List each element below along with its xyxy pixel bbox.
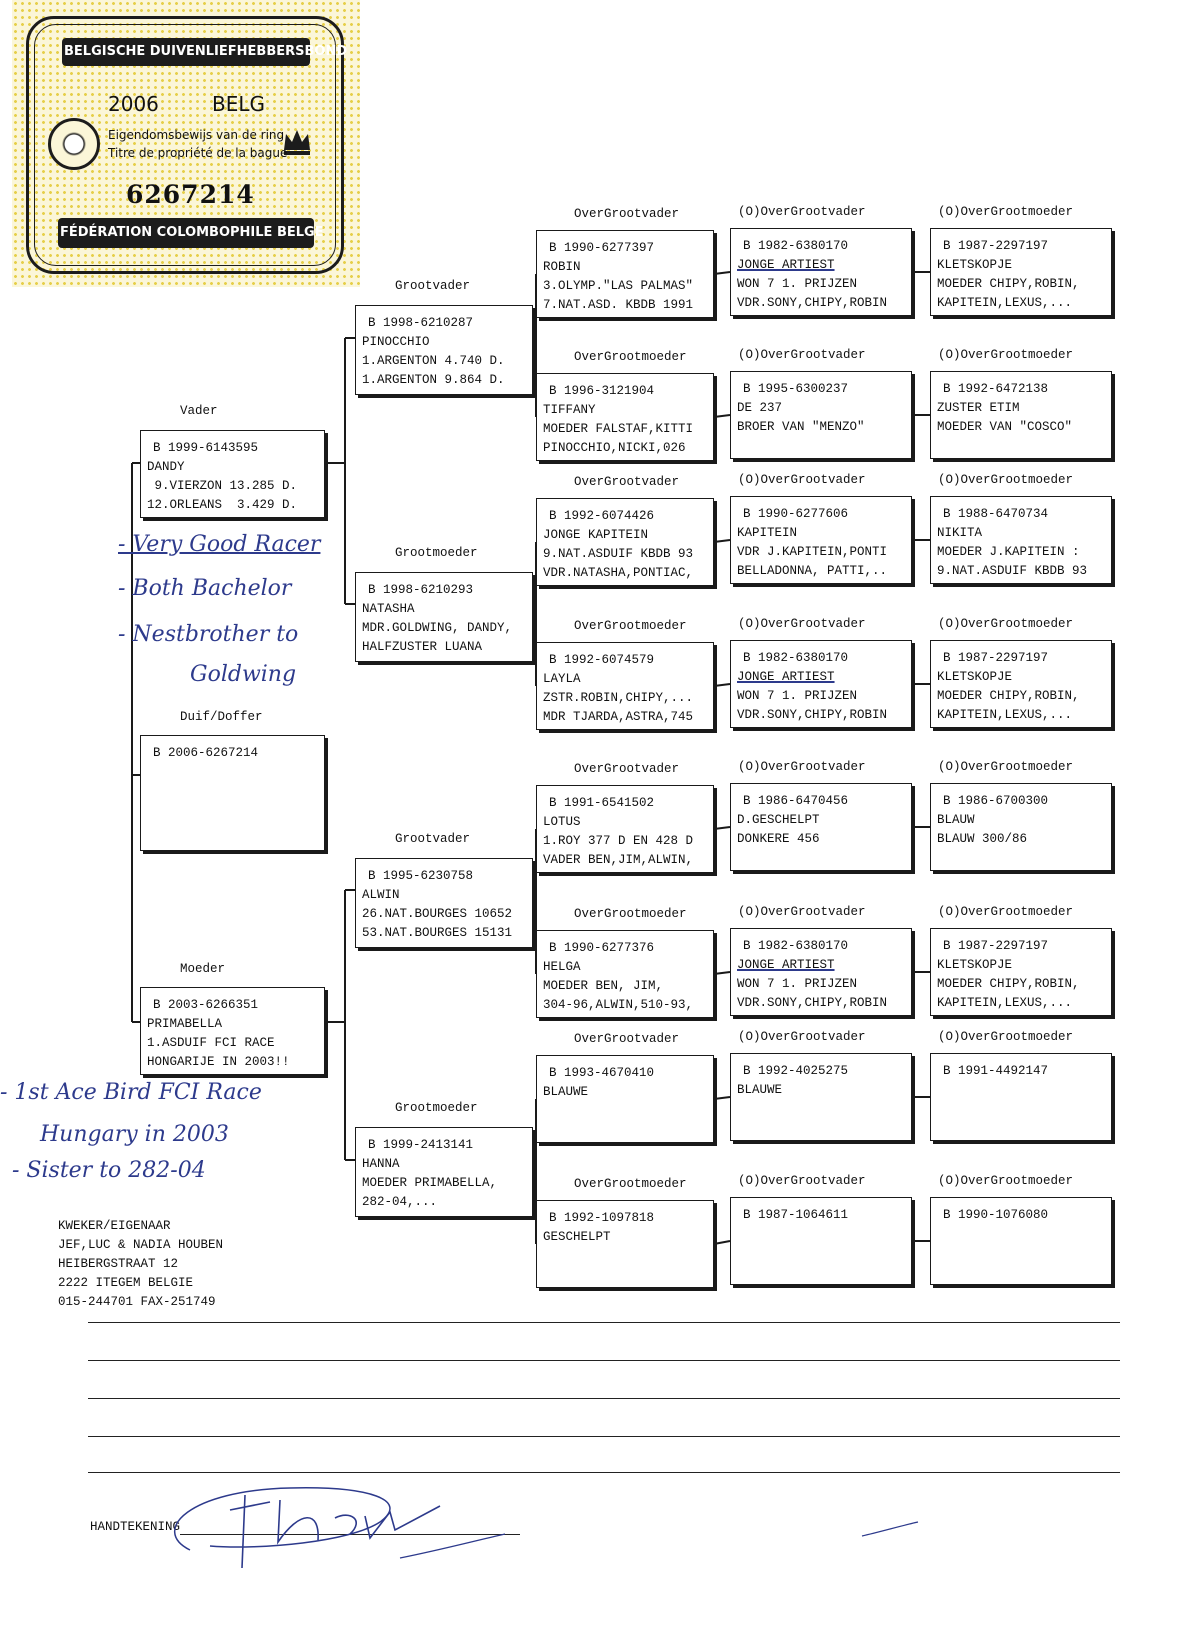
great-great-grandparent-box-header: (O)OverGrootvader: [738, 348, 866, 362]
handwritten-note-acebird: - 1st Ace Bird FCI Race: [0, 1080, 262, 1105]
ring-number: B 1992-6074426: [549, 509, 655, 523]
great-grandparent-box-header: OverGrootvader: [574, 762, 680, 776]
bird-name: BLAUW: [937, 813, 975, 827]
bird-info: VDR.NATASHA,PONTIAC,: [543, 566, 694, 580]
bird-info: MOEDER FALSTAF,KITTI: [543, 422, 694, 436]
great-grandparent-box-header: OverGrootmoeder: [574, 1177, 687, 1191]
dam-box: [140, 987, 325, 1075]
great-grandparent-box: [536, 498, 714, 586]
bird-info: 304-96,ALWIN,510-93,: [543, 998, 694, 1012]
ring-number: B 1990-6277606: [743, 507, 849, 521]
notes-line: [88, 1398, 1120, 1399]
bird-info: MOEDER CHIPY,ROBIN,: [937, 977, 1080, 991]
great-great-grandparent-box: [930, 228, 1112, 316]
handwritten-note-nestbrother: - Nestbrother to: [118, 622, 299, 647]
bird-info: PINOCCHIO,NICKI,026: [543, 441, 686, 455]
signature-label: HANDTEKENING: [90, 1520, 181, 1534]
ring-number: B 2006-6267214: [153, 746, 259, 760]
dam-box-header: Moeder: [180, 962, 226, 976]
bird-info: 1.ASDUIF FCI RACE: [147, 1036, 275, 1050]
grandparent-box-header: Grootmoeder: [395, 546, 478, 560]
bird-info: 9.VIERZON 13.285 D.: [147, 479, 298, 493]
great-grandparent-box-header: OverGrootmoeder: [574, 907, 687, 921]
bird-info: VDR.SONY,CHIPY,ROBIN: [737, 296, 888, 310]
ring-number: B 1996-3121904: [549, 384, 655, 398]
bird-name: JONGE ARTIEST: [737, 258, 835, 272]
handwritten-note-racer: - Very Good Racer: [118, 532, 321, 557]
great-grandparent-box: [536, 930, 714, 1018]
sire-box-header: Vader: [180, 404, 218, 418]
ring-number: B 1990-1076080: [943, 1208, 1049, 1222]
ring-number: B 1987-2297197: [943, 939, 1049, 953]
ring-number: B 1995-6300237: [743, 382, 849, 396]
notes-line: [88, 1360, 1120, 1361]
notes-line: [88, 1322, 1120, 1323]
breeder-city: 2222 ITEGEM BELGIE: [58, 1276, 194, 1290]
ring-number: B 1992-1097818: [549, 1211, 655, 1225]
great-grandparent-box: [536, 373, 714, 461]
ring-number: B 1992-4025275: [743, 1064, 849, 1078]
great-grandparent-box: [536, 785, 714, 873]
great-great-grandparent-box-header: (O)OverGrootvader: [738, 760, 866, 774]
great-great-grandparent-box: [730, 228, 912, 316]
signature-scribble: [150, 1450, 510, 1580]
great-great-grandparent-box-header: (O)OverGrootvader: [738, 1174, 866, 1188]
ring-number: B 1987-1064611: [743, 1208, 849, 1222]
bird-info: BELLADONNA, PATTI,..: [737, 564, 888, 578]
great-great-grandparent-box: [730, 371, 912, 459]
bird-info: BLAUW 300/86: [937, 832, 1028, 846]
bird-info: VDR.SONY,CHIPY,ROBIN: [737, 708, 888, 722]
bird-name: GESCHELPT: [543, 1230, 611, 1244]
great-great-grandparent-box: [730, 496, 912, 584]
great-great-grandparent-box: [730, 1053, 912, 1141]
card-line1: Eigendomsbewijs van de ring: [108, 128, 285, 142]
bird-info: WON 7 1. PRIJZEN: [737, 977, 858, 991]
bird-info: MOEDER PRIMABELLA,: [362, 1176, 498, 1190]
bird-info: 12.ORLEANS 3.429 D.: [147, 498, 298, 512]
ring-number: B 1987-2297197: [943, 651, 1049, 665]
pen-mark: [860, 1520, 920, 1540]
bird-info: VADER BEN,JIM,ALWIN,: [543, 853, 694, 867]
ring-number: B 2003-6266351: [153, 998, 259, 1012]
bird-name: BLAUWE: [737, 1083, 783, 1097]
great-great-grandparent-box-header: (O)OverGrootmoeder: [938, 473, 1074, 487]
bird-info: 1.ROY 377 D EN 428 D: [543, 834, 694, 848]
handwritten-note-hungary: Hungary in 2003: [40, 1122, 229, 1147]
breeder-block: [58, 1217, 223, 1312]
bird-name: JONGE KAPITEIN: [543, 528, 649, 542]
breeder-street: HEIBERGSTRAAT 12: [58, 1257, 179, 1271]
bird-info: 1.ARGENTON 9.864 D.: [362, 373, 505, 387]
bird-info: 9.NAT.ASDUIF KBDB 93: [937, 564, 1088, 578]
bird-name: ALWIN: [362, 888, 400, 902]
bird-info: 9.NAT.ASDUIF KBDB 93: [543, 547, 694, 561]
grandparent-box: [355, 305, 533, 395]
bird-name: BLAUWE: [543, 1085, 589, 1099]
great-grandparent-box-header: OverGrootmoeder: [574, 619, 687, 633]
bird-name: HELGA: [543, 960, 581, 974]
bird-info: 7.NAT.ASD. KBDB 1991: [543, 298, 694, 312]
bird-info: KAPITEIN,LEXUS,...: [937, 296, 1073, 310]
card-country: BELG: [212, 92, 265, 116]
notes-line: [88, 1436, 1120, 1437]
ring-number: B 1982-6380170: [743, 939, 849, 953]
bird-name: DE 237: [737, 401, 783, 415]
grandparent-box-header: Grootvader: [395, 832, 471, 846]
bird-info: 1.ARGENTON 4.740 D.: [362, 354, 505, 368]
great-great-grandparent-box-header: (O)OverGrootmoeder: [938, 617, 1074, 631]
bird-info: 53.NAT.BOURGES 15131: [362, 926, 513, 940]
bird-info: WON 7 1. PRIJZEN: [737, 277, 858, 291]
great-great-grandparent-box-header: (O)OverGrootmoeder: [938, 348, 1074, 362]
bird-info: VDR.SONY,CHIPY,ROBIN: [737, 996, 888, 1010]
bird-name: PRIMABELLA: [147, 1017, 223, 1031]
bird-name: D.GESCHELPT: [737, 813, 820, 827]
great-great-grandparent-box: [730, 1197, 912, 1285]
ring-number: B 1998-6210293: [368, 583, 474, 597]
ring-number: B 1995-6230758: [368, 869, 474, 883]
grandparent-box-header: Grootmoeder: [395, 1101, 478, 1115]
bird-name: NATASHA: [362, 602, 415, 616]
bird-name: KAPITEIN: [737, 526, 798, 540]
great-grandparent-box-header: OverGrootvader: [574, 475, 680, 489]
great-great-grandparent-box-header: (O)OverGrootvader: [738, 473, 866, 487]
sire-box: [140, 430, 325, 518]
bird-info: MOEDER BEN, JIM,: [543, 979, 664, 993]
great-great-grandparent-box-header: (O)OverGrootmoeder: [938, 205, 1074, 219]
bird-name: HANNA: [362, 1157, 400, 1171]
great-great-grandparent-box-header: (O)OverGrootvader: [738, 905, 866, 919]
great-great-grandparent-box: [930, 1197, 1112, 1285]
great-great-grandparent-box: [730, 928, 912, 1016]
great-great-grandparent-box-header: (O)OverGrootmoeder: [938, 760, 1074, 774]
breeder-label: KWEKER/EIGENAAR: [58, 1219, 171, 1233]
bird-info: VDR J.KAPITEIN,PONTI: [737, 545, 888, 559]
great-great-grandparent-box-header: (O)OverGrootvader: [738, 1030, 866, 1044]
ring-number: B 1992-6074579: [549, 653, 655, 667]
ring-number: B 1990-6277397: [549, 241, 655, 255]
grandparent-box-header: Grootvader: [395, 279, 471, 293]
bird-name: TIFFANY: [543, 403, 596, 417]
great-great-grandparent-box: [730, 640, 912, 728]
bird-name: JONGE ARTIEST: [737, 958, 835, 972]
ring-number: B 1986-6700300: [943, 794, 1049, 808]
bird-name: KLETSKOPJE: [937, 258, 1013, 272]
great-grandparent-box: [536, 642, 714, 730]
great-grandparent-box-header: OverGrootvader: [574, 1032, 680, 1046]
ring-number: B 1999-2413141: [368, 1138, 474, 1152]
ring-number: B 1982-6380170: [743, 239, 849, 253]
great-grandparent-box: [536, 1200, 714, 1288]
bird-name: KLETSKOPJE: [937, 958, 1013, 972]
great-grandparent-box: [536, 230, 714, 318]
card-bottom-text: FÉDÉRATION COLOMBOPHILE BELGE: [60, 225, 324, 240]
great-great-grandparent-box: [930, 783, 1112, 871]
great-grandparent-box-header: OverGrootvader: [574, 207, 680, 221]
ring-number: B 1991-4492147: [943, 1064, 1049, 1078]
bird-name: ROBIN: [543, 260, 581, 274]
bird-info: BROER VAN "MENZO": [737, 420, 865, 434]
bird-info: 3.OLYMP."LAS PALMAS": [543, 279, 694, 293]
great-great-grandparent-box-header: (O)OverGrootmoeder: [938, 1174, 1074, 1188]
card-top-text: BELGISCHE DUIVENLIEFHEBBERSBOND: [64, 44, 348, 59]
great-great-grandparent-box: [930, 640, 1112, 728]
bird-name: JONGE ARTIEST: [737, 670, 835, 684]
bird-name: LOTUS: [543, 815, 581, 829]
handwritten-note-goldwing: Goldwing: [190, 662, 297, 687]
bird-info: MOEDER J.KAPITEIN :: [937, 545, 1080, 559]
bird-name: DANDY: [147, 460, 185, 474]
great-great-grandparent-box: [930, 371, 1112, 459]
bird-info: MDR.GOLDWING, DANDY,: [362, 621, 513, 635]
bird-name: ZUSTER ETIM: [937, 401, 1020, 415]
great-great-grandparent-box: [930, 928, 1112, 1016]
subject-box-header: Duif/Doffer: [180, 710, 263, 724]
ring-number: B 1999-6143595: [153, 441, 259, 455]
grandparent-box: [355, 1127, 533, 1217]
ring-number: B 1993-4670410: [549, 1066, 655, 1080]
breeder-name: JEF,LUC & NADIA HOUBEN: [58, 1238, 224, 1252]
card-line2: Titre de propriété de la bague: [108, 146, 288, 160]
breeder-phone: 015-244701 FAX-251749: [58, 1295, 216, 1309]
ring-number: B 1998-6210287: [368, 316, 474, 330]
bird-info: ZSTR.ROBIN,CHIPY,...: [543, 691, 694, 705]
bird-info: MOEDER CHIPY,ROBIN,: [937, 689, 1080, 703]
bird-name: LAYLA: [543, 672, 581, 686]
great-great-grandparent-box: [930, 1053, 1112, 1141]
great-grandparent-box: [536, 1055, 714, 1143]
great-great-grandparent-box: [730, 783, 912, 871]
ring-number: B 1982-6380170: [743, 651, 849, 665]
subject-box: [140, 735, 325, 851]
bird-info: MDR TJARDA,ASTRA,745: [543, 710, 694, 724]
grandparent-box: [355, 858, 533, 948]
card-number: 6267214: [126, 180, 255, 209]
bird-info: WON 7 1. PRIJZEN: [737, 689, 858, 703]
bird-info: KAPITEIN,LEXUS,...: [937, 996, 1073, 1010]
handwritten-note-sister: - Sister to 282-04: [12, 1158, 206, 1183]
bird-info: HONGARIJE IN 2003!!: [147, 1055, 290, 1069]
bird-info: MOEDER CHIPY,ROBIN,: [937, 277, 1080, 291]
ring-number: B 1991-6541502: [549, 796, 655, 810]
bird-info: 282-04,...: [362, 1195, 438, 1209]
bird-info: HALFZUSTER LUANA: [362, 640, 483, 654]
ring-number: B 1988-6470734: [943, 507, 1049, 521]
handwritten-note-bachelor: - Both Bachelor: [118, 576, 292, 601]
great-great-grandparent-box-header: (O)OverGrootmoeder: [938, 905, 1074, 919]
bird-info: DONKERE 456: [737, 832, 820, 846]
ring-number: B 1990-6277376: [549, 941, 655, 955]
bird-info: KAPITEIN,LEXUS,...: [937, 708, 1073, 722]
ring-number: B 1986-6470456: [743, 794, 849, 808]
bird-name: NIKITA: [937, 526, 983, 540]
bird-name: PINOCCHIO: [362, 335, 430, 349]
grandparent-box: [355, 572, 533, 662]
bird-info: MOEDER VAN "COSCO": [937, 420, 1073, 434]
great-great-grandparent-box-header: (O)OverGrootmoeder: [938, 1030, 1074, 1044]
ring-number: B 1987-2297197: [943, 239, 1049, 253]
ring-number: B 1992-6472138: [943, 382, 1049, 396]
great-great-grandparent-box: [930, 496, 1112, 584]
bird-info: 26.NAT.BOURGES 10652: [362, 907, 513, 921]
bird-name: KLETSKOPJE: [937, 670, 1013, 684]
card-year: 2006: [108, 92, 159, 116]
great-grandparent-box-header: OverGrootmoeder: [574, 350, 687, 364]
great-great-grandparent-box-header: (O)OverGrootvader: [738, 205, 866, 219]
great-great-grandparent-box-header: (O)OverGrootvader: [738, 617, 866, 631]
